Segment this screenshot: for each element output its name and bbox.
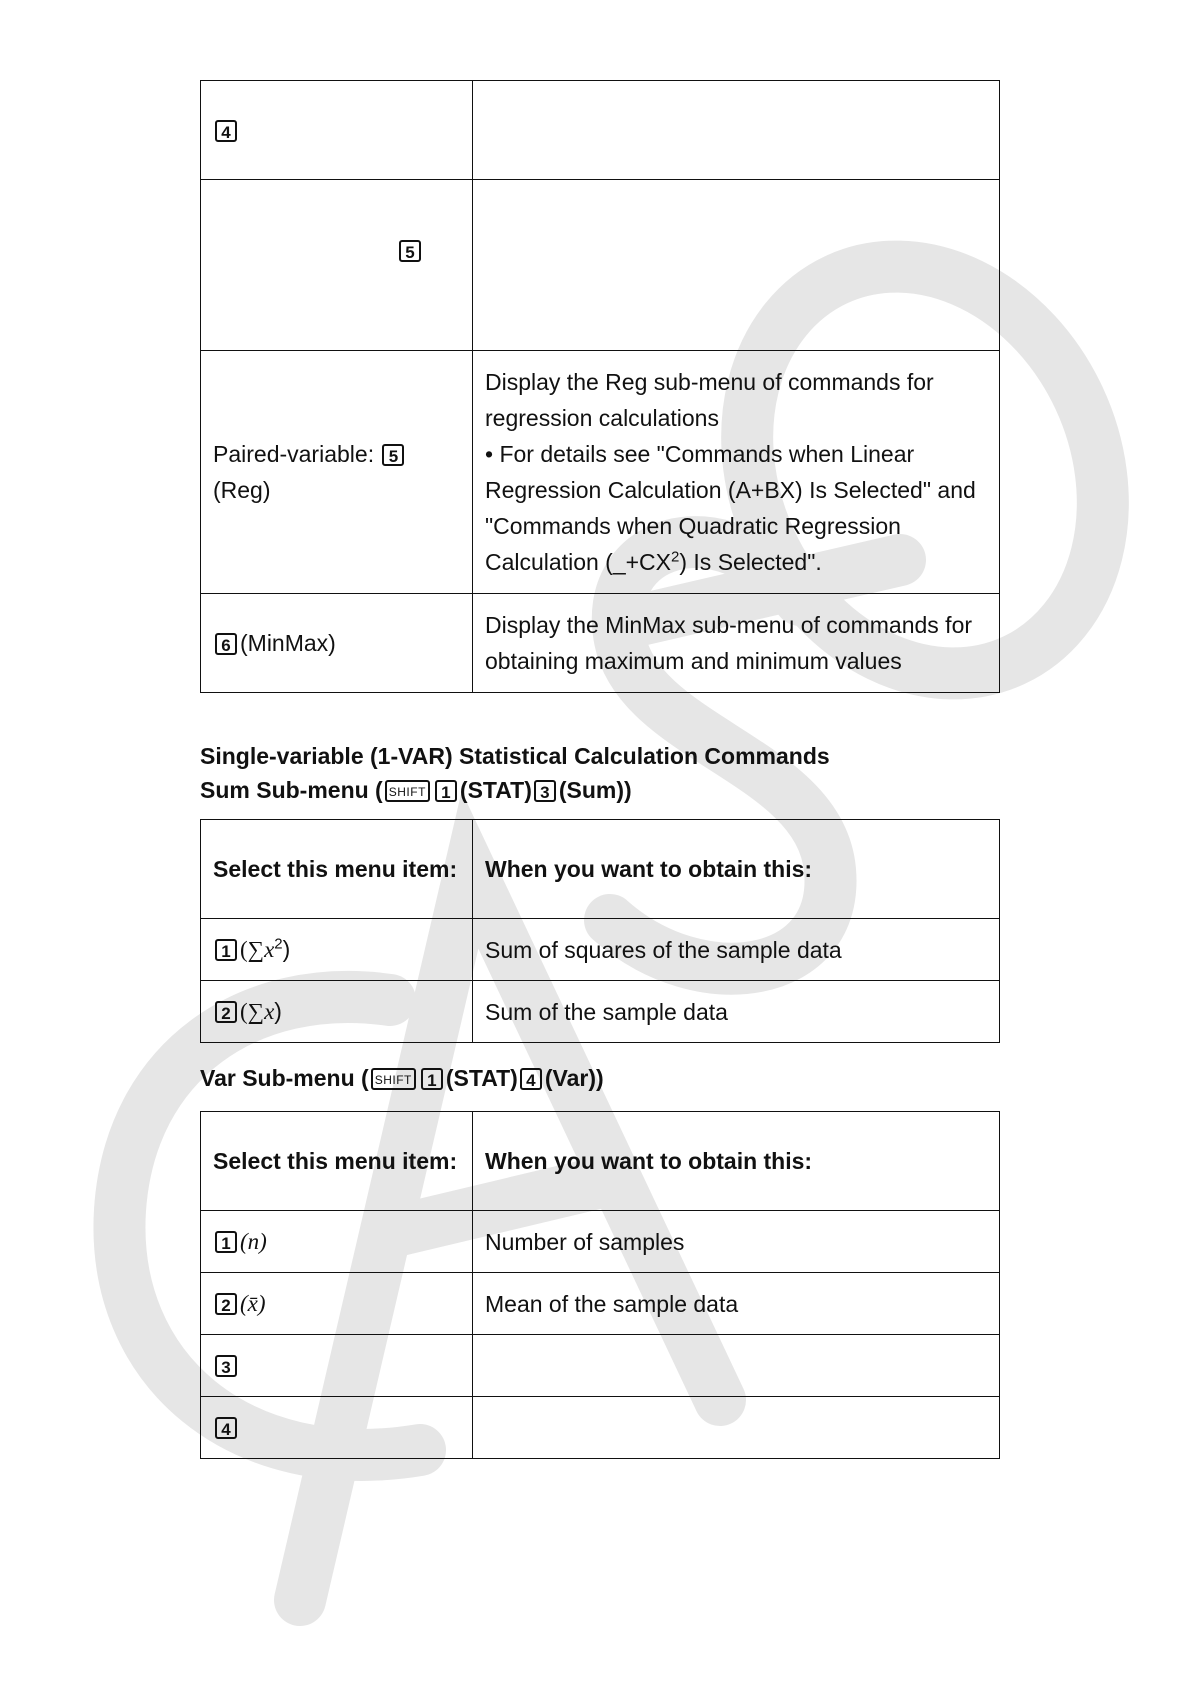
table-cell: Sum of squares of the sample data (473, 919, 1000, 981)
reg-label: (Reg) (213, 477, 271, 503)
key-2-icon: 2 (215, 1001, 237, 1023)
key-3-icon: 3 (534, 780, 556, 802)
key-1-icon: 1 (215, 1231, 237, 1253)
reg-details: • For details see "Commands when Linear Regression Calculation (A+BX) Is Selected" and "Commands when Quadratic Regression Calculation $(\_+CX^2)$ Is Selected". (485, 441, 976, 575)
key-4-icon: 4 (215, 120, 237, 142)
paired-variable-label: Paired-variable: (213, 441, 375, 467)
document-content (200, 80, 999, 1459)
shift-key-icon: SHIFT (385, 780, 430, 802)
table-header-row (201, 1112, 1000, 1211)
sum-submenu-table (200, 819, 1000, 1043)
header-cell: When you want to obtain this: (473, 820, 1000, 919)
key-5-icon: 5 (399, 240, 421, 262)
table-cell: 2 (∑x) (201, 981, 473, 1043)
table-cell: 1 $(\sum x^2)$ (201, 919, 473, 981)
key-3-icon: 3 (215, 1355, 237, 1377)
header-cell: Select this menu item: (201, 820, 473, 919)
menu-table-top (200, 80, 1000, 693)
table-cell (201, 1397, 473, 1459)
table-row (201, 594, 1000, 693)
var-submenu-heading: Var Sub-menu ( SHIFT 1 (STAT) 4 (Var)) (200, 1065, 604, 1091)
table-row (201, 1335, 1000, 1397)
table-cell: Number of samples (473, 1211, 1000, 1273)
sum-submenu-heading: Sum Sub-menu ( SHIFT 1 (STAT) 3 (Sum)) (200, 777, 632, 803)
table-row (201, 351, 1000, 594)
table-cell (201, 594, 473, 693)
table-cell: 1 (n) (201, 1211, 473, 1273)
table-row (201, 1273, 1000, 1335)
table-header-row (201, 820, 1000, 919)
header-cell: Select this menu item: (201, 1112, 473, 1211)
table-row (201, 1211, 1000, 1273)
table-cell (201, 1335, 473, 1397)
table-cell (201, 351, 473, 594)
header-cell: When you want to obtain this: (473, 1112, 1000, 1211)
table-cell (201, 180, 473, 351)
key-4-icon: 4 (215, 1417, 237, 1439)
table-row (201, 81, 1000, 180)
table-cell: Mean of the sample data (473, 1273, 1000, 1335)
table-cell (473, 1335, 1000, 1397)
key-6-icon: 6 (215, 633, 237, 655)
key-1-icon: 1 (435, 780, 457, 802)
key-1-icon: 1 (215, 939, 237, 961)
table-cell: Sum of the sample data (473, 981, 1000, 1043)
table-cell (473, 1397, 1000, 1459)
key-4-icon: 4 (520, 1068, 542, 1090)
table-cell (201, 81, 473, 180)
key-1-icon: 1 (421, 1068, 443, 1090)
table-row (201, 919, 1000, 981)
table-cell (473, 180, 1000, 351)
table-row (201, 981, 1000, 1043)
table-cell (473, 351, 1000, 594)
reg-description: Display the Reg sub-menu of commands for regression calculations (485, 369, 934, 431)
table-row (201, 1397, 1000, 1459)
var-submenu-table (200, 1111, 1000, 1459)
table-cell: Display the MinMax sub-menu of commands for obtaining maximum and minimum values (473, 594, 1000, 693)
table-row (201, 180, 1000, 351)
key-2-icon: 2 (215, 1293, 237, 1315)
table-cell: 2 (x̄) (201, 1273, 473, 1335)
section-title: Single-variable (1-VAR) Statistical Calculation Commands (200, 743, 830, 769)
key-5-icon: 5 (382, 444, 404, 466)
shift-key-icon: SHIFT (371, 1068, 416, 1090)
minmax-label: (MinMax) (240, 630, 336, 656)
table-cell (473, 81, 1000, 180)
